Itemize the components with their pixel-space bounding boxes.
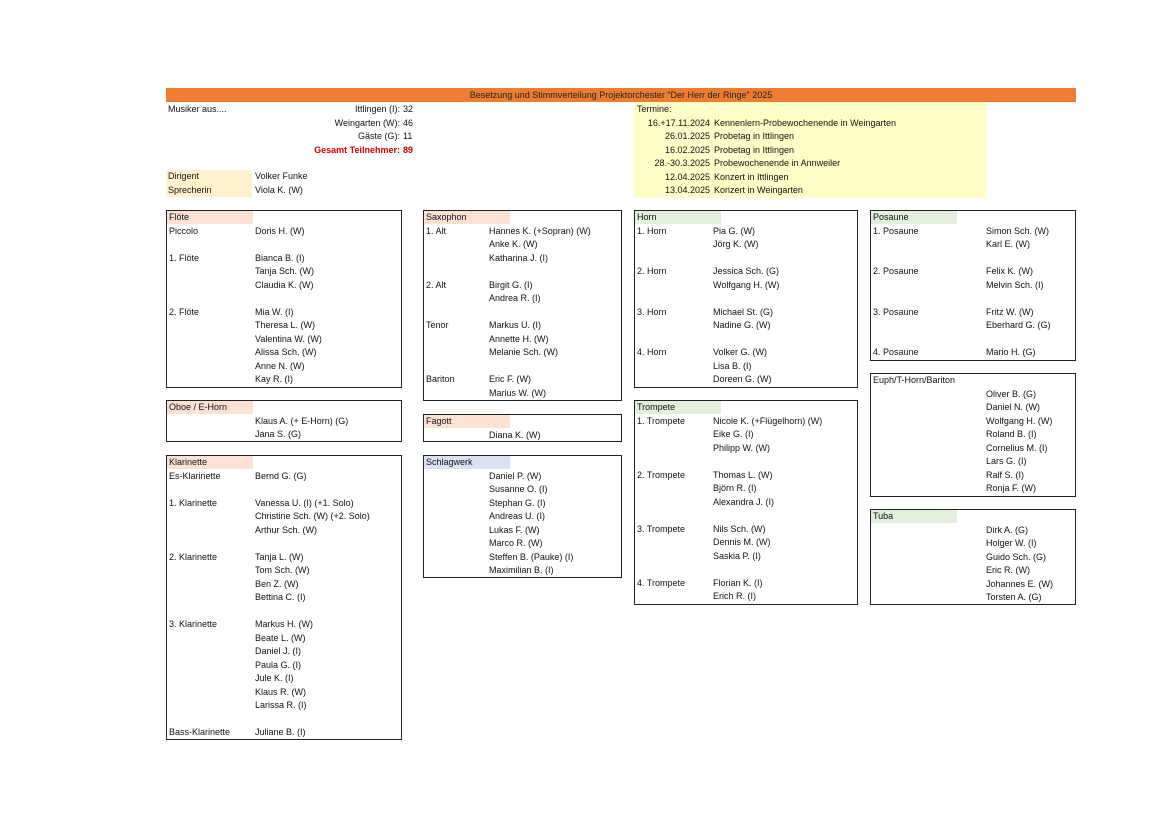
dirigent-label: Dirigent bbox=[166, 170, 252, 184]
member-name: Markus U. (I) bbox=[489, 320, 542, 330]
member-row bbox=[635, 469, 857, 483]
section-header: Horn bbox=[635, 211, 721, 224]
member-row bbox=[424, 306, 621, 320]
member-name: Claudia K. (W) bbox=[255, 279, 314, 290]
member-row bbox=[635, 536, 857, 550]
member-row bbox=[167, 591, 401, 605]
member-name: Doris H. (W) bbox=[255, 225, 305, 236]
member-name: Johannes E. (W) bbox=[986, 578, 1054, 589]
member-row bbox=[635, 482, 857, 496]
part-label: 2. Horn bbox=[637, 266, 667, 276]
member-row bbox=[167, 564, 401, 578]
section-oboe-ehorn bbox=[166, 400, 402, 442]
member-name: Eberhard G. (G) bbox=[986, 320, 1051, 330]
part-label: 1. Klarinette bbox=[169, 497, 218, 508]
member-name: Andrea R. (I) bbox=[489, 293, 541, 303]
member-row bbox=[167, 672, 401, 686]
member-row bbox=[635, 442, 857, 456]
member-row bbox=[635, 360, 857, 374]
member-name: Bernd G. (G) bbox=[255, 470, 307, 481]
member-name: Marius W. (W) bbox=[489, 387, 546, 398]
member-row bbox=[635, 496, 857, 510]
member-row bbox=[635, 306, 857, 320]
member-row bbox=[424, 373, 621, 387]
member-name: Roland B. (I) bbox=[986, 429, 1037, 439]
member-row bbox=[167, 292, 401, 306]
member-name: Alissa Sch. (W) bbox=[255, 347, 317, 357]
member-row bbox=[424, 252, 621, 266]
member-row bbox=[871, 346, 1075, 360]
member-name: Steffen B. (Pauke) (I) bbox=[489, 551, 574, 562]
member-name: Anke K. (W) bbox=[489, 239, 538, 249]
member-row bbox=[871, 279, 1075, 293]
member-name: Markus H. (W) bbox=[255, 619, 313, 629]
termin-date: 16.+17.11.2024 bbox=[647, 117, 710, 128]
member-name: Fritz W. (W) bbox=[986, 306, 1034, 317]
member-row bbox=[167, 632, 401, 646]
member-row bbox=[635, 373, 857, 387]
member-name: Ronja F. (W) bbox=[986, 483, 1037, 493]
count-value-ittlingen: 32 bbox=[403, 104, 414, 114]
member-name: Eric F. (W) bbox=[489, 374, 531, 384]
member-row bbox=[871, 442, 1075, 456]
member-name: Ben Z. (W) bbox=[255, 578, 299, 589]
member-name: Arthur Sch. (W) bbox=[255, 524, 318, 535]
member-row bbox=[635, 292, 857, 306]
section-header: Euph/T-Horn/Bariton bbox=[873, 375, 956, 385]
member-name: Volker G. (W) bbox=[713, 347, 768, 357]
part-label: 4. Horn bbox=[637, 347, 667, 357]
member-name: Pia G. (W) bbox=[713, 225, 755, 236]
termin-date: 16.02.2025 bbox=[664, 144, 710, 155]
member-name: Alexandra J. (I) bbox=[713, 496, 775, 507]
member-row bbox=[424, 346, 621, 360]
termin-event: Kennenlern-Probewochenende in Weingarten bbox=[714, 117, 896, 128]
section-header: Schlagwerk bbox=[424, 456, 510, 469]
member-row bbox=[167, 279, 401, 293]
page-title: Besetzung und Stimmverteilung Projektorchester "Der Herr der Ringe" 2025 bbox=[166, 88, 1076, 102]
member-name: Tanja Sch. (W) bbox=[255, 266, 315, 276]
member-row bbox=[167, 726, 401, 740]
member-row bbox=[871, 524, 1075, 538]
member-row bbox=[635, 265, 857, 279]
section-klarinette bbox=[166, 455, 402, 740]
member-name: Cornelius M. (I) bbox=[986, 442, 1048, 453]
termin-date: 26.01.2025 bbox=[664, 131, 710, 141]
member-row bbox=[871, 469, 1075, 483]
member-name: Annette H. (W) bbox=[489, 333, 549, 344]
member-name: Marco R. (W) bbox=[489, 538, 543, 548]
member-row bbox=[167, 470, 401, 484]
member-row bbox=[167, 537, 401, 551]
part-label: 2. Trompete bbox=[637, 469, 686, 480]
member-row bbox=[871, 591, 1075, 605]
member-name: Guido Sch. (G) bbox=[986, 551, 1047, 562]
member-row bbox=[167, 551, 401, 565]
member-row bbox=[167, 659, 401, 673]
member-name: Thomas L. (W) bbox=[713, 469, 773, 480]
termin-event: Konzert in Weingarten bbox=[714, 185, 803, 195]
member-row bbox=[635, 577, 857, 591]
member-name: Wolfgang H. (W) bbox=[986, 415, 1053, 426]
count-value-gaeste: 11 bbox=[403, 131, 413, 141]
member-row bbox=[167, 605, 401, 619]
member-row bbox=[167, 497, 401, 511]
member-row bbox=[635, 238, 857, 252]
member-name: Paula G. (I) bbox=[255, 659, 302, 670]
termin-date: 28.-30.3.2025 bbox=[654, 158, 710, 168]
part-label: Piccolo bbox=[169, 225, 199, 236]
member-name: Nadine G. (W) bbox=[713, 320, 771, 330]
member-row bbox=[424, 238, 621, 252]
section-saxophon bbox=[423, 210, 622, 401]
member-name: Stephan G. (I) bbox=[489, 497, 546, 508]
member-row bbox=[424, 537, 621, 551]
member-row bbox=[424, 429, 621, 443]
member-row bbox=[424, 524, 621, 538]
member-row bbox=[424, 551, 621, 565]
part-label: Bass-Klarinette bbox=[169, 727, 231, 737]
member-row bbox=[167, 618, 401, 632]
member-name: Jana S. (G) bbox=[255, 429, 302, 439]
member-row bbox=[635, 509, 857, 523]
member-row bbox=[871, 265, 1075, 279]
member-row bbox=[871, 578, 1075, 592]
member-row bbox=[167, 346, 401, 360]
member-name: Mia W. (I) bbox=[255, 306, 294, 317]
member-name: Juliane B. (I) bbox=[255, 727, 306, 737]
member-row bbox=[424, 564, 621, 578]
member-name: Birgit G. (I) bbox=[489, 279, 533, 290]
section-fagott bbox=[423, 414, 622, 442]
member-name: Dennis M. (W) bbox=[713, 537, 771, 547]
member-row bbox=[871, 333, 1075, 347]
member-name: Jessica Sch. (G) bbox=[713, 266, 780, 276]
member-name: Lisa B. (I) bbox=[713, 360, 752, 371]
member-row bbox=[167, 225, 401, 239]
section-floete bbox=[166, 210, 402, 388]
member-name: Kay R. (I) bbox=[255, 374, 294, 384]
member-name: Anne N. (W) bbox=[255, 360, 305, 371]
member-name: Maximilian B. (I) bbox=[489, 565, 554, 575]
member-name: Tanja L. (W) bbox=[255, 551, 304, 562]
member-name: Bianca B. (I) bbox=[255, 252, 305, 263]
termin-event: Probetag in Ittlingen bbox=[714, 144, 795, 155]
member-name: Melvin Sch. (I) bbox=[986, 279, 1044, 290]
part-label: 2. Alt bbox=[426, 279, 447, 290]
termin-date: 12.04.2025 bbox=[664, 171, 710, 182]
member-row bbox=[635, 563, 857, 577]
member-row bbox=[871, 401, 1075, 415]
member-row bbox=[424, 470, 621, 484]
member-row bbox=[167, 373, 401, 387]
member-row bbox=[871, 306, 1075, 320]
part-label: 3. Posaune bbox=[873, 306, 919, 317]
member-name: Vanessa U. (I) (+1. Solo) bbox=[255, 497, 354, 508]
member-name: Andreas U. (I) bbox=[489, 511, 546, 521]
member-row bbox=[167, 510, 401, 524]
member-row bbox=[871, 482, 1075, 496]
member-row bbox=[424, 279, 621, 293]
member-name: Klaus R. (W) bbox=[255, 686, 307, 697]
part-label: 3. Trompete bbox=[637, 523, 686, 534]
member-name: Lars G. (I) bbox=[986, 456, 1027, 466]
part-label: 1. Posaune bbox=[873, 225, 919, 236]
member-name: Björn R. (I) bbox=[713, 483, 757, 493]
member-name: Florian K. (I) bbox=[713, 577, 763, 588]
part-label: 1. Flöte bbox=[169, 252, 200, 263]
section-tuba bbox=[870, 509, 1076, 605]
termin-event: Probetag in Ittlingen bbox=[714, 131, 795, 141]
member-name: Hannes K. (+Sopran) (W) bbox=[489, 225, 591, 236]
part-label: Tenor bbox=[426, 320, 449, 330]
member-row bbox=[167, 415, 401, 429]
section-header: Tuba bbox=[871, 510, 957, 523]
count-label-ittlingen: Ittlingen (I): bbox=[354, 104, 400, 114]
part-label: 1. Trompete bbox=[637, 415, 686, 426]
member-name: Simon Sch. (W) bbox=[986, 225, 1050, 236]
member-row bbox=[871, 388, 1075, 402]
member-row bbox=[167, 713, 401, 727]
member-row bbox=[635, 523, 857, 537]
member-row bbox=[635, 550, 857, 564]
section-header: Posaune bbox=[871, 211, 957, 224]
member-row bbox=[167, 578, 401, 592]
member-row bbox=[424, 510, 621, 524]
member-row bbox=[424, 333, 621, 347]
member-name: Valentina W. (W) bbox=[255, 333, 322, 344]
member-name: Melanie Sch. (W) bbox=[489, 347, 559, 357]
member-name: Erich R. (I) bbox=[713, 591, 757, 601]
member-name: Philipp W. (W) bbox=[713, 442, 771, 453]
section-header: Flöte bbox=[167, 211, 253, 224]
member-name: Felix K. (W) bbox=[986, 266, 1033, 276]
member-row bbox=[167, 428, 401, 442]
member-row bbox=[871, 225, 1075, 239]
member-row bbox=[635, 346, 857, 360]
musiker-label: Musiker aus.... bbox=[168, 104, 227, 114]
member-name: Eric R. (W) bbox=[986, 565, 1030, 575]
section-header: Klarinette bbox=[167, 456, 253, 469]
part-label: 3. Horn bbox=[637, 306, 667, 317]
member-row bbox=[871, 537, 1075, 551]
member-name: Nicole K. (+Flügelhorn) (W) bbox=[713, 415, 823, 426]
member-row bbox=[424, 483, 621, 497]
member-name: Karl E. (W) bbox=[986, 239, 1030, 249]
part-label: 2. Posaune bbox=[873, 266, 919, 276]
member-name: Klaus A. (+ E-Horn) (G) bbox=[255, 415, 349, 426]
part-label: 1. Horn bbox=[637, 225, 667, 236]
member-row bbox=[424, 265, 621, 279]
total-label: Gesamt Teilnehmer: bbox=[314, 144, 400, 155]
member-row bbox=[167, 699, 401, 713]
member-name: Wolfgang H. (W) bbox=[713, 279, 780, 290]
member-row bbox=[871, 455, 1075, 469]
member-name: Eike G. (I) bbox=[713, 429, 754, 439]
member-name: Daniel N. (W) bbox=[986, 402, 1041, 412]
termin-event: Probewochenende in Annweiler bbox=[714, 158, 841, 168]
member-name: Christine Sch. (W) (+2. Solo) bbox=[255, 511, 370, 521]
member-row bbox=[871, 319, 1075, 333]
part-label: Bariton bbox=[426, 374, 455, 384]
member-row bbox=[424, 319, 621, 333]
member-row bbox=[424, 497, 621, 511]
member-name: Lukas F. (W) bbox=[489, 524, 540, 535]
member-row bbox=[167, 333, 401, 347]
section-header: Oboe / E-Horn bbox=[167, 401, 253, 414]
member-row bbox=[871, 428, 1075, 442]
dirigent-name: Volker Funke bbox=[255, 171, 308, 181]
section-horn bbox=[634, 210, 858, 388]
member-name: Mario H. (G) bbox=[986, 347, 1036, 357]
count-value-weingarten: 46 bbox=[403, 117, 414, 128]
member-row bbox=[871, 551, 1075, 565]
termin-date: 13.04.2025 bbox=[664, 185, 710, 195]
member-name: Michael St. (G) bbox=[713, 306, 774, 317]
section-header: Trompete bbox=[635, 401, 721, 414]
termine-label: Termine: bbox=[637, 104, 672, 114]
member-name: Doreen G. (W) bbox=[713, 374, 772, 384]
member-name: Saskia P. (I) bbox=[713, 550, 761, 561]
member-name: Theresa L. (W) bbox=[255, 320, 316, 330]
member-name: Dirk A. (G) bbox=[986, 524, 1028, 535]
member-row bbox=[635, 225, 857, 239]
sprecherin-name: Viola K. (W) bbox=[255, 184, 303, 195]
member-name: Daniel J. (I) bbox=[255, 646, 302, 656]
part-label: 2. Flöte bbox=[169, 306, 200, 317]
member-name: Holger W. (I) bbox=[986, 538, 1037, 548]
total-value: 89 bbox=[403, 144, 414, 155]
member-row bbox=[635, 252, 857, 266]
member-row bbox=[635, 428, 857, 442]
member-row bbox=[167, 360, 401, 374]
part-label: Es-Klarinette bbox=[169, 470, 221, 481]
member-name: Larissa R. (I) bbox=[255, 700, 307, 710]
member-row bbox=[871, 564, 1075, 578]
member-row bbox=[424, 225, 621, 239]
member-row bbox=[167, 483, 401, 497]
member-row bbox=[424, 292, 621, 306]
member-name: Susanne O. (I) bbox=[489, 484, 548, 494]
member-name: Daniel P. (W) bbox=[489, 470, 542, 481]
part-label: 4. Trompete bbox=[637, 577, 686, 588]
member-name: Bettina C. (I) bbox=[255, 592, 306, 602]
member-row bbox=[167, 645, 401, 659]
sprecherin-label: Sprecherin bbox=[166, 184, 252, 198]
termin-event: Konzert in Ittlingen bbox=[714, 171, 789, 182]
section-trompete bbox=[634, 400, 858, 605]
member-name: Diana K. (W) bbox=[489, 429, 541, 440]
member-row bbox=[871, 252, 1075, 266]
count-label-gaeste: Gäste (G): bbox=[357, 131, 400, 141]
member-name: Tom Sch. (W) bbox=[255, 565, 310, 575]
member-row bbox=[635, 319, 857, 333]
member-row bbox=[167, 319, 401, 333]
part-label: 3. Klarinette bbox=[169, 619, 218, 629]
member-row bbox=[167, 524, 401, 538]
member-name: Oliver B. (G) bbox=[986, 388, 1037, 399]
member-row bbox=[167, 306, 401, 320]
member-name: Jule K. (I) bbox=[255, 673, 294, 683]
part-label: 1. Alt bbox=[426, 225, 447, 236]
member-row bbox=[424, 387, 621, 401]
member-name: Jörg K. (W) bbox=[713, 239, 759, 249]
member-row bbox=[635, 333, 857, 347]
section-schlagwerk bbox=[423, 455, 622, 578]
member-row bbox=[871, 415, 1075, 429]
count-label-weingarten: Weingarten (W): bbox=[334, 117, 400, 128]
section-header: Saxophon bbox=[424, 211, 510, 224]
member-row bbox=[635, 455, 857, 469]
member-row bbox=[635, 415, 857, 429]
part-label: 2. Klarinette bbox=[169, 551, 218, 562]
member-name: Beate L. (W) bbox=[255, 632, 306, 643]
section-posaune bbox=[870, 210, 1076, 361]
part-label: 4. Posaune bbox=[873, 347, 919, 357]
member-name: Katharina J. (I) bbox=[489, 252, 549, 263]
member-name: Torsten A. (G) bbox=[986, 592, 1042, 602]
member-row bbox=[635, 590, 857, 604]
member-row bbox=[167, 686, 401, 700]
member-row bbox=[635, 279, 857, 293]
member-row bbox=[167, 238, 401, 252]
section-euph-thorn-bariton bbox=[870, 373, 1076, 497]
member-row bbox=[424, 360, 621, 374]
member-row bbox=[167, 265, 401, 279]
member-row bbox=[167, 252, 401, 266]
member-name: Ralf S. (I) bbox=[986, 469, 1025, 480]
member-row bbox=[871, 238, 1075, 252]
member-row bbox=[871, 292, 1075, 306]
section-header: Fagott bbox=[424, 415, 510, 428]
member-name: Nils Sch. (W) bbox=[713, 523, 766, 534]
